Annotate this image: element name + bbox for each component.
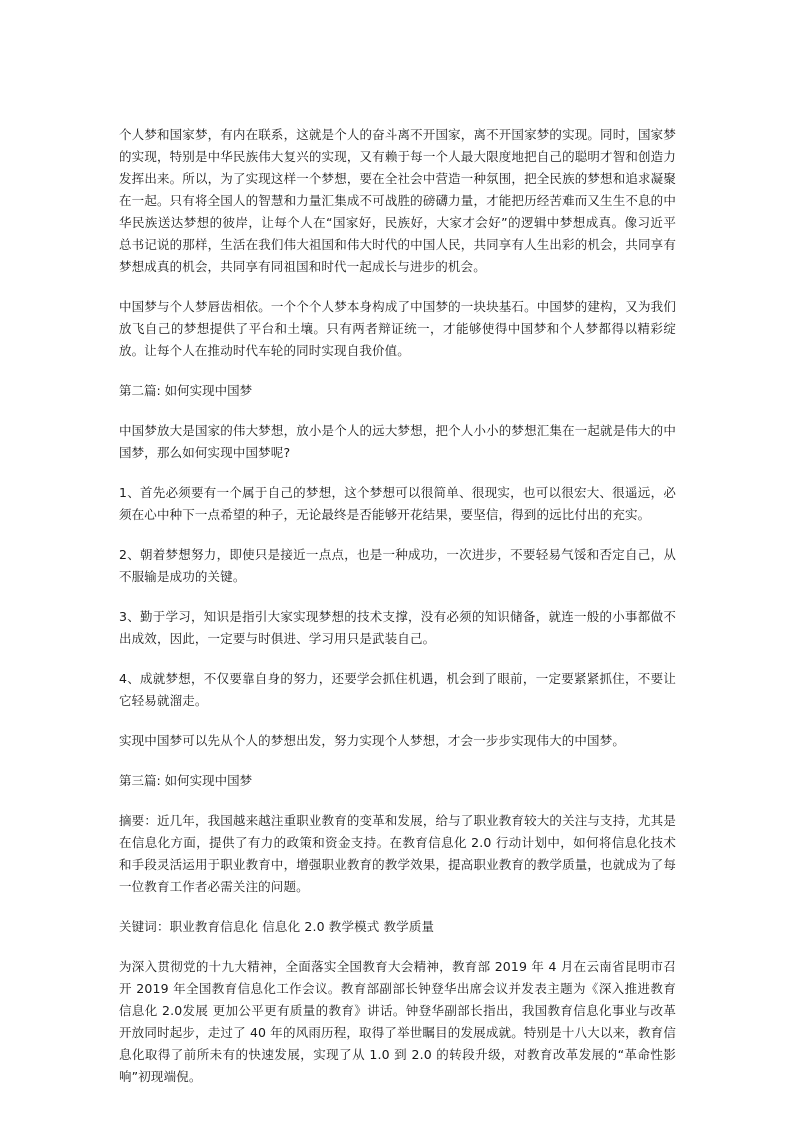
paragraph-intro-question: 中国梦放大是国家的伟大梦想，放小是个人的远大梦想，把个人小小的梦想汇集在一起就是伟大的中国梦，那么如何实现中国梦呢?: [119, 423, 676, 460]
section-heading-part-three: 第三篇: 如何实现中国梦: [119, 773, 253, 788]
paragraph-personal-and-national-dream: 个人梦和国家梦，有内在联系，这就是个人的奋斗离不开国家，离不开国家梦的实现。同时，国家梦的实现，特别是中华民族伟大复兴的实现，又有赖于每一个人最大限度地把自己的聪明才智和创造力发挥出来。所以，为了实现这样一个梦想，要在全社会中营造一种氛围，把全民族的梦想和追求凝聚在一起。只有将全国人的智慧和力量汇集成不可战胜的磅礴力量，才能把历经苦难而又生生不息的中华民族送达梦想的彼岸，让每个人在“国家好，民族好，大家才会好”的逻辑中梦想成真。像习近平总书记说的那样，生活在我们伟大祖国和伟大时代的中国人民，共同享有人生出彩的机会，共同享有梦想成真的机会，共同享有同祖国和时代一起成长与进步的机会。: [119, 127, 676, 274]
section-heading-part-two: 第二篇: 如何实现中国梦: [119, 383, 253, 398]
list-item-3: 3、勤于学习，知识是指引大家实现梦想的技术支撑，没有必须的知识储备，就连一般的小事都做不出成效，因此，一定要与时俱进、学习用只是武装自己。: [119, 609, 676, 646]
document-body: [119, 124, 676, 1088]
paragraph-keywords: 关键词：职业教育信息化 信息化 2.0 教学模式 教学质量: [119, 919, 435, 934]
list-item-4: 4、成就梦想，不仅要靠自身的努力，还要学会抓住机遇，机会到了眼前，一定要紧紧抓住，不要让它轻易就溜走。: [119, 671, 676, 708]
paragraph-conference: 为深入贯彻党的十九大精神，全面落实全国教育大会精神，教育部 2019 年 4 月在云南省昆明市召开 2019 年全国教育信息化工作会议。教育部副部长钟登华出席会议并发表主题为《深入推进教育信息化 2.0发展 更加公平更有质量的教育》讲话。钟登华副部长指出，我国教育信息化事业与改革开放同时起步，走过了 40 年的风雨历程，取得了举世瞩目的发展成就。特别是十八大以来，教育信息化取得了前所未有的快速发展，实现了从 1.0 到 2.0 的转段升级，对教育改革发展的“革命性影响”初现端倪。: [119, 959, 676, 1084]
paragraph-abstract: 摘要：近几年，我国越来越注重职业教育的变革和发展，给与了职业教育较大的关注与支持，尤其是在信息化方面，提供了有力的政策和资金支持。在教育信息化 2.0 行动计划中，如何将信息化技术和手段灵活运用于职业教育中，增强职业教育的教学效果，提高职业教育的教学质量，也就成为了每一位教育工作者必需关注的问题。: [119, 813, 676, 894]
paragraph-interdependence: 中国梦与个人梦唇齿相依。一个个个人梦本身构成了中国梦的一块块基石。中国梦的建构，又为我们放飞自己的梦想提供了平台和土壤。只有两者辩证统一，才能够使得中国梦和个人梦都得以精彩绽放。让每个人在推动时代车轮的同时实现自我价值。: [119, 299, 676, 358]
list-item-2: 2、朝着梦想努力，即使只是接近一点点，也是一种成功，一次进步，不要轻易气馁和否定自己，从不服输是成功的关键。: [119, 547, 676, 584]
list-item-1: 1、首先必须要有一个属于自己的梦想，这个梦想可以很简单、很现实，也可以很宏大、很遥远，必须在心中种下一点希望的种子，无论最终是否能够开花结果，要坚信，得到的远比付出的充实。: [119, 485, 676, 522]
paragraph-conclusion: 实现中国梦可以先从个人的梦想出发，努力实现个人梦想，才会一步步实现伟大的中国梦。: [119, 733, 626, 748]
